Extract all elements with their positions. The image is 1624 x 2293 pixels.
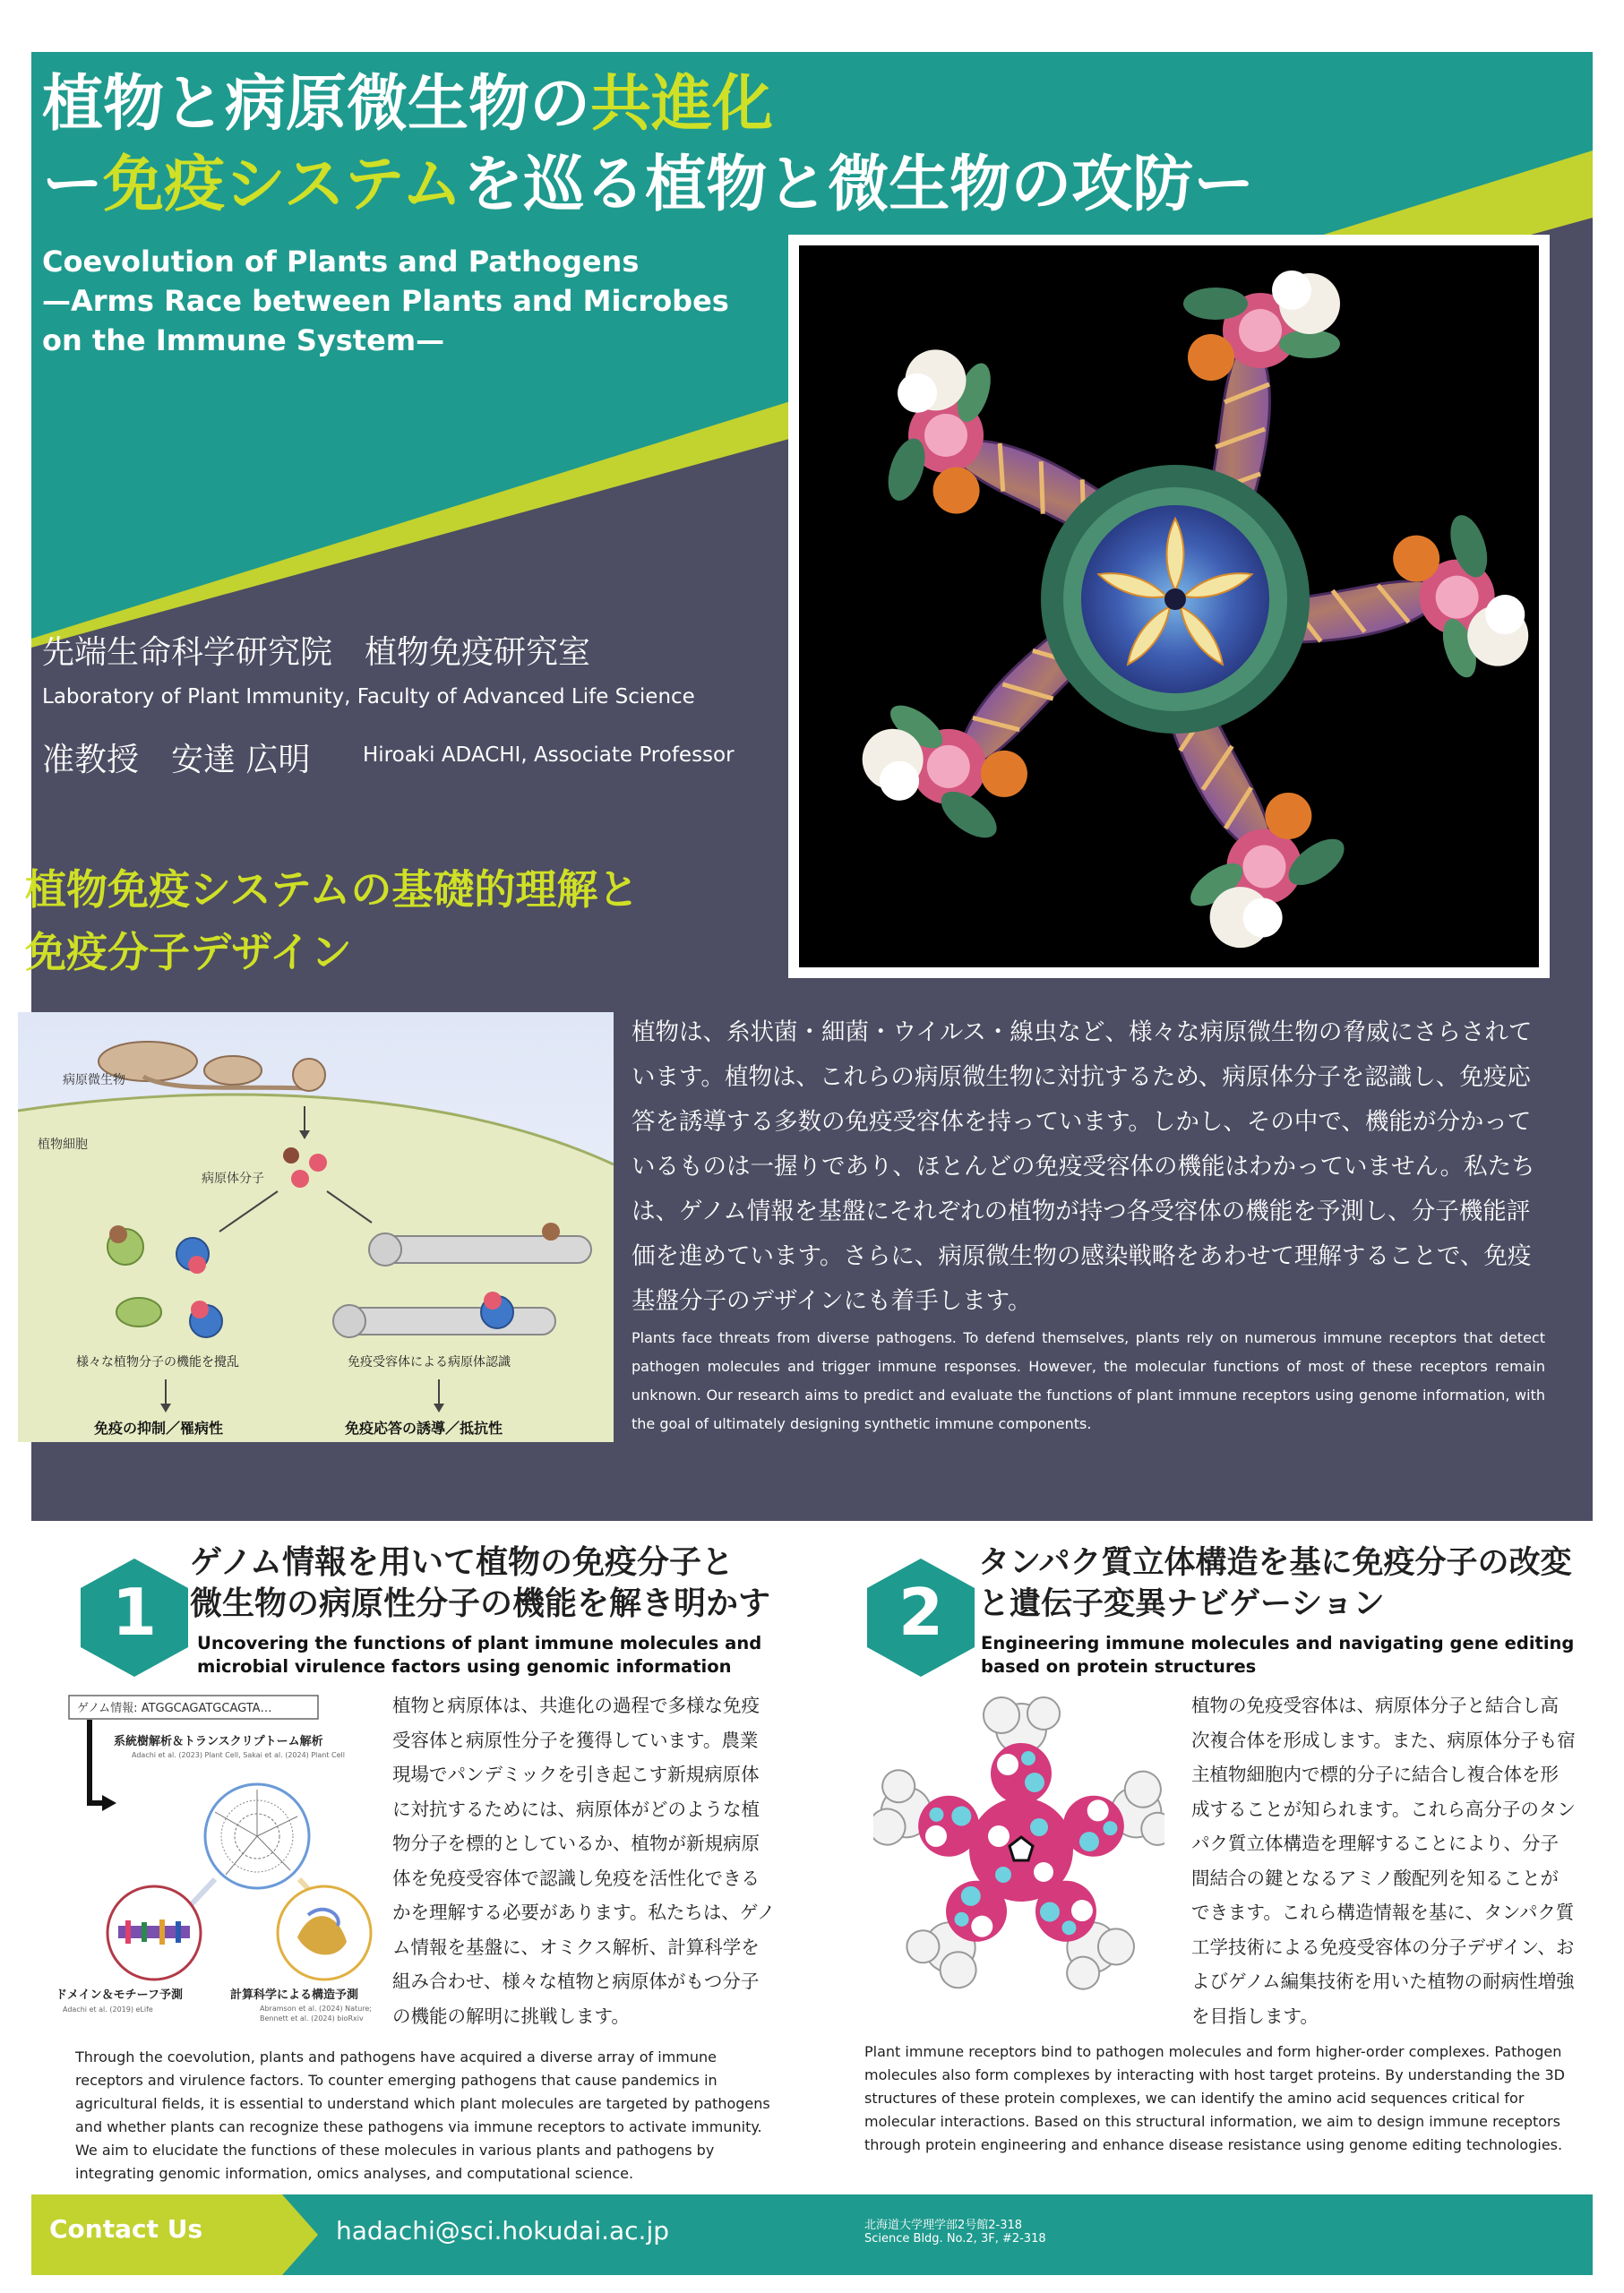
section-2-title-en: Engineering immune molecules and navigating gene editing based on protein structures [981,1633,1575,1677]
struct-ref-2: Bennett et al. (2024) bioRxiv [260,2014,364,2022]
intro-text-en: Plants face threats from diverse pathogens. To defend themselves, plants rely on numerous immune receptors that detect pathogen molecules and trigger immune responses. However, the molecular functions of most of these receptors remain unknown. Our research aims to predict and evaluate the functions of plant immune receptors using genome information, with the goal of ultimately designing synthetic immune components. [632,1329,1545,1432]
section-1-title-jp: ゲノム情報を用いて植物の免疫分子と 微生物の病原性分子の機能を解き明かす [190,1544,771,1622]
intro-text-jp: 植物は、糸状菌・細菌・ウイルス・線虫など、様々な病原微生物の脅威にさらされています。植物は、これらの病原微生物に対抗するため、病原体分子を認識し、免疫応答を誘導する多数の免疫受容体を持っています。しかし、その中で、機能が分かっているものは一握りであり、ほとんどの免疫受容体の機能はわかっていません。私たちは、ゲノム情報を基盤にそれぞれの植物が持つ各受容体の機能を予測し、分子機能評価を進めています。さらに、病原微生物の感染戦略をあわせて理解することで、免疫基盤分子のデザインにも着手します。 [632,1018,1535,1315]
contact-label: Contact Us [49,2214,203,2244]
email-link[interactable]: hadachi@sci.hokudai.ac.jp [336,2216,670,2246]
kaleidoscope-artwork [799,245,1539,967]
label-plant-cell: 植物細胞 [38,1138,88,1152]
address-jp: 北海道大学理学部2号館2-318 [864,2219,1023,2232]
protein-complex-structure [873,1688,1164,2006]
english-title: Coevolution of Plants and Pathogens —Arms Race between Plants and Microbes on the Immune System— [42,245,729,357]
section-2-number: 2 [898,1575,944,1650]
label-pathogen-molecule: 病原体分子 [202,1172,264,1186]
caption-right: 免疫受容体による病原体認識 [348,1355,511,1370]
phylo-ref: Adachi et al. (2023) Plant Cell, Sakai et al. (2024) Plant Cell [132,1751,345,1759]
struct-label: 計算科学による構造予測 [230,1988,359,2002]
japanese-title: 植物と病原微生物の共進化 ー免疫システムを巡る植物と微生物の攻防ー [42,69,1255,220]
professor-name-en: Hiroaki ADACHI, Associate Professor [363,743,735,767]
section-2-body-en: Plant immune receptors bind to pathogen molecules and form higher-order complexes. Pathogen molecules also form complexes by interacting with host target proteins. By understanding the 3D structures of these protein complexes, we can identify the amino acid sequences critical for molecular interactions. Based on this structural information, we aim to design immune receptors through protein engineering and enhance disease resistance using genome editing technologies. [864,2043,1565,2153]
section-1-body-jp: 植物と病原体は、共進化の過程で多様な免疫受容体と病原性分子を獲得しています。農業現場でパンデミックを引き起こす新規病原体に対抗するためには、病原体がどのような植物分子を標的としているか、植物が新規病原体を免疫受容体で認識し免疫を活性化できるかを理解する必要があります。私たちは、ゲノム情報を基盤に、オミクス解析、計算科学を組み合わせ、様々な植物と病原体がもつ分子の機能の解明に挑戦します。 [392,1695,776,2027]
section-1-body-en: Through the coevolution, plants and pathogens have acquired a diverse array of immune receptors and virulence factors. To counter emerging pathogens that cause pandemics in agricultural fields, it is essential to understand which plant molecules are targeted by pathogens and whether plants can recognize these pathogens via immune receptors to activate immunity. We aim to elucidate the functions of these molecules in various plants and pathogens by integrating genomic information, omics analyses, and computational science. [75,2048,770,2182]
section-2-body-jp: 植物の免疫受容体は、病原体分子と結合し高次複合体を形成します。また、病原体分子も宿主植物細胞内で標的分子に結合し複合体を形成することが知られます。これら高分子のタンパク質立体構造を理解することにより、分子間結合の鍵となるアミノ酸配列を知ることができます。これら構造情報を基に、タンパク質工学技術による免疫受容体の分子デザイン、およびゲノム編集技術を用いた植物の耐病性増強を目指します。 [1191,1695,1576,2027]
section-2-title-jp: タンパク質立体構造を基に免疫分子の改変 と遺伝子変異ナビゲーション [978,1545,1572,1622]
lab-name-en: Laboratory of Plant Immunity, Faculty of Advanced Life Science [42,685,695,709]
address-en: Science Bldg. No.2, 3F, #2-318 [864,2232,1046,2246]
professor-name-jp: 准教授 安達 広明 [42,742,311,778]
struct-ref-1: Abramson et al. (2024) Nature; [260,2005,372,2013]
section-1-number: 1 [112,1575,158,1650]
domain-label: ドメイン＆モチーフ予測 [56,1988,183,2002]
domain-ref: Adachi et al. (2019) eLife [63,2005,153,2014]
result-left: 免疫の抑制／罹病性 [94,1420,224,1437]
result-right: 免疫応答の誘導／抵抗性 [345,1420,503,1437]
lab-name-jp: 先端生命科学研究院 植物免疫研究室 [42,634,591,671]
phylo-label: 系統樹解析＆トランスクリプトーム解析 [114,1735,323,1748]
main-heading: 植物免疫システムの基礎的理解と 免疫分子デザイン [25,865,640,976]
immune-diagram [18,1012,614,1442]
label-pathogen: 病原微生物 [63,1073,125,1087]
section-1-figure [56,1691,394,2031]
caption-left: 様々な植物分子の機能を攪乱 [76,1355,239,1370]
section-1-title-en: Uncovering the functions of plant immune molecules and microbial virulence factors using genomic information [197,1633,762,1677]
genome-label: ゲノム情報: ATGGCAGATGCAGTA… [77,1702,272,1715]
